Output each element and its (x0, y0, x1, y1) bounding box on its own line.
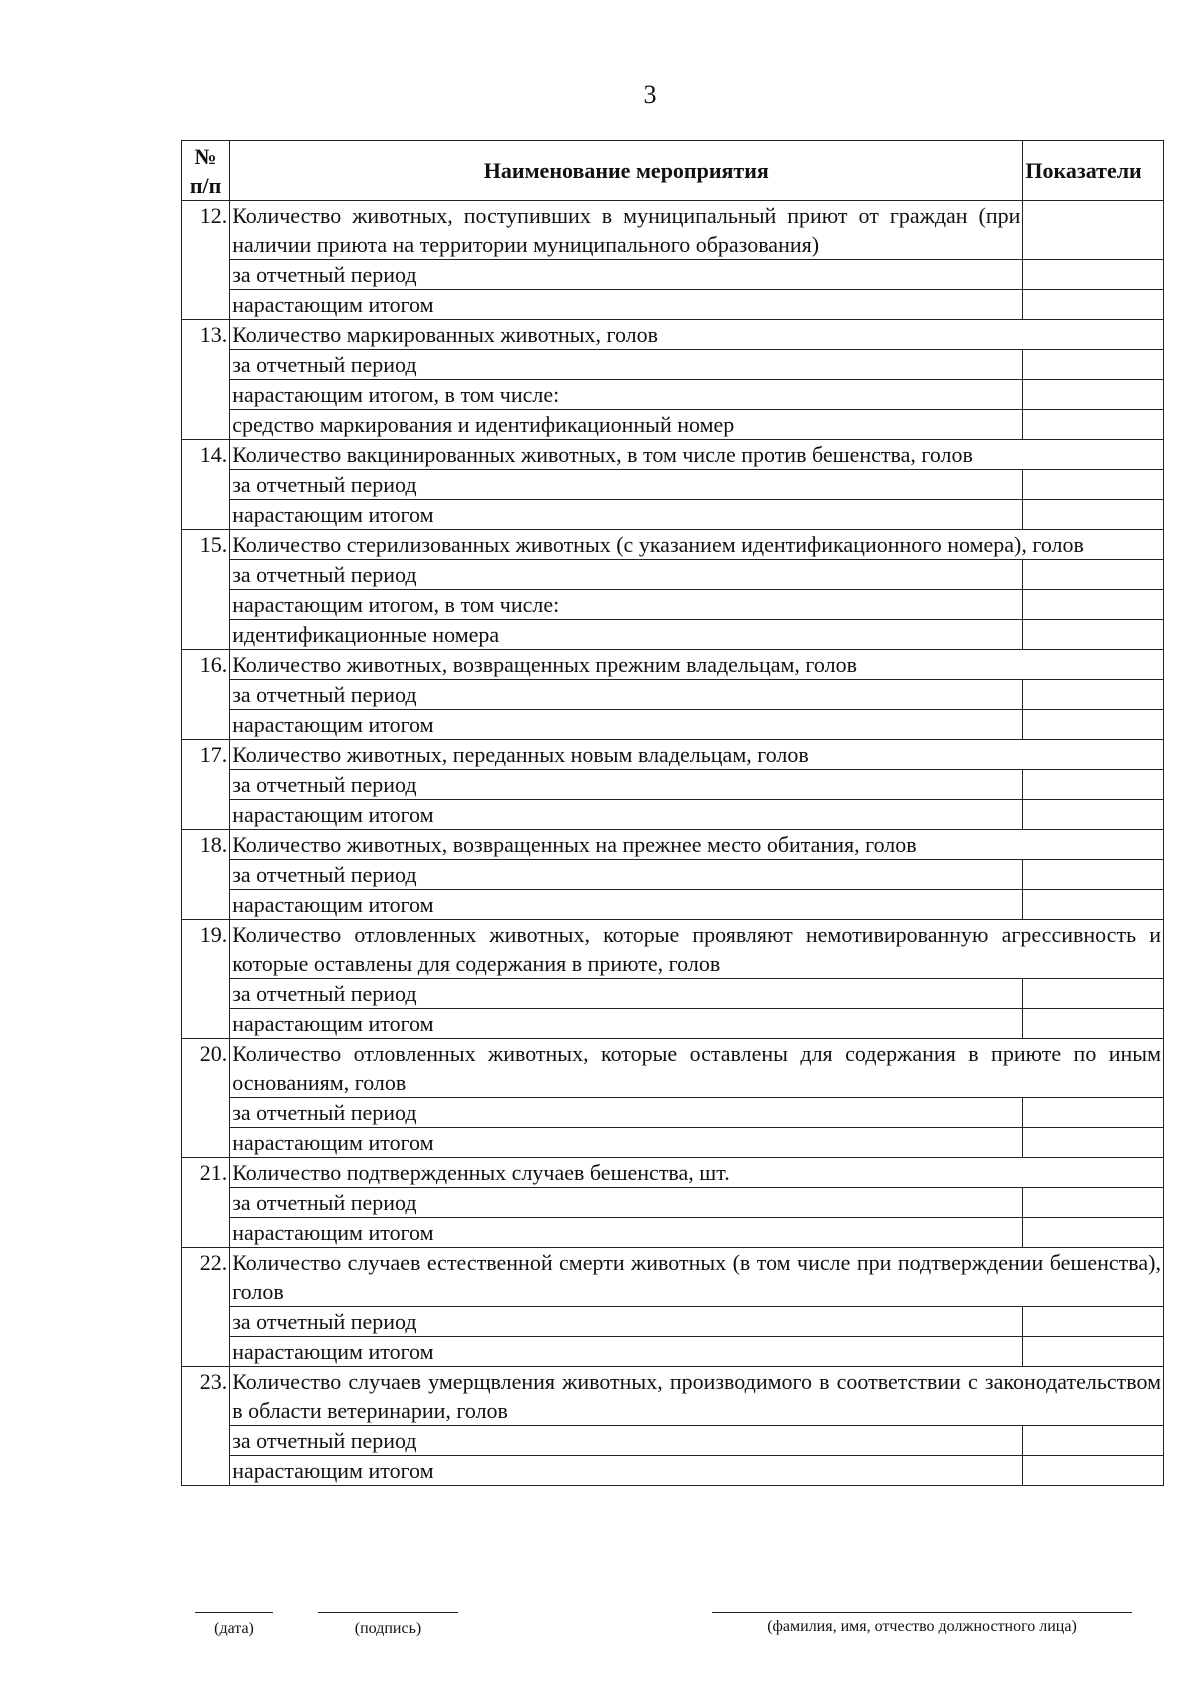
item-subrow (182, 620, 1164, 650)
item-subrow (182, 860, 1164, 890)
subrow-label: за отчетный период (230, 1426, 1023, 1456)
item-number: 12. (182, 201, 230, 320)
report-table (181, 140, 1164, 1486)
subrow-label: идентификационные номера (230, 620, 1023, 650)
item-title-row (182, 1367, 1164, 1426)
subrow-label: за отчетный период (230, 680, 1023, 710)
subrow-label: за отчетный период (230, 860, 1023, 890)
item-title: Количество вакцинированных животных, в том числе против бешенства, голов (230, 440, 1164, 470)
indicator-cell[interactable] (1023, 1188, 1164, 1218)
subrow-label: за отчетный период (230, 1307, 1023, 1337)
item-number: 15. (182, 530, 230, 650)
subrow-label: нарастающим итогом (230, 290, 1023, 320)
subrow-label: нарастающим итогом (230, 710, 1023, 740)
table-body (182, 201, 1164, 1486)
item-title-row (182, 650, 1164, 680)
item-title: Количество отловленных животных, которые оставлены для содержания в приюте по иным основаниям, голов (230, 1039, 1164, 1098)
item-title-row (182, 320, 1164, 350)
indicator-cell[interactable] (1023, 1426, 1164, 1456)
item-subrow (182, 1426, 1164, 1456)
item-title-row (182, 201, 1164, 260)
subrow-label: нарастающим итогом, в том числе: (230, 590, 1023, 620)
item-subrow (182, 590, 1164, 620)
indicator-cell[interactable] (1023, 1098, 1164, 1128)
item-title-row (182, 740, 1164, 770)
item-subrow (182, 560, 1164, 590)
item-title: Количество случаев умерщвления животных, производимого в соответствии с законодательством в области ветеринарии, голов (230, 1367, 1164, 1426)
indicator-cell[interactable] (1023, 590, 1164, 620)
page-number: 3 (643, 80, 657, 109)
item-subrow (182, 979, 1164, 1009)
full-name-caption: (фамилия, имя, отчество должностного лица) (767, 1618, 1077, 1635)
item-title: Количество стерилизованных животных (с указанием идентификационного номера), голов (230, 530, 1164, 560)
subrow-label: за отчетный период (230, 350, 1023, 380)
indicator-cell[interactable] (1023, 350, 1164, 380)
signature-line[interactable] (318, 1612, 458, 1613)
indicator-cell[interactable] (1023, 1218, 1164, 1248)
item-subrow (182, 770, 1164, 800)
item-subrow (182, 1098, 1164, 1128)
subrow-label: нарастающим итогом (230, 1456, 1023, 1486)
subrow-label: за отчетный период (230, 470, 1023, 500)
item-number: 16. (182, 650, 230, 740)
item-title: Количество случаев естественной смерти животных (в том числе при подтверждении бешенства), голов (230, 1248, 1164, 1307)
header-name: Наименование мероприятия (230, 141, 1023, 201)
indicator-cell[interactable] (1023, 1009, 1164, 1039)
indicator-cell[interactable] (1023, 770, 1164, 800)
item-number: 20. (182, 1039, 230, 1158)
item-title-row (182, 830, 1164, 860)
indicator-cell[interactable] (1023, 290, 1164, 320)
item-number: 21. (182, 1158, 230, 1248)
item-number: 22. (182, 1248, 230, 1367)
date-caption: (дата) (214, 1620, 254, 1637)
item-title: Количество животных, возвращенных на прежнее место обитания, голов (230, 830, 1164, 860)
item-number: 13. (182, 320, 230, 440)
indicator-cell[interactable] (1023, 860, 1164, 890)
indicator-cell[interactable] (1023, 410, 1164, 440)
item-subrow (182, 800, 1164, 830)
item-number: 23. (182, 1367, 230, 1486)
indicator-cell[interactable] (1023, 1128, 1164, 1158)
indicator-cell[interactable] (1023, 890, 1164, 920)
item-subrow (182, 1307, 1164, 1337)
subrow-label: нарастающим итогом (230, 1218, 1023, 1248)
item-subrow (182, 890, 1164, 920)
item-subrow (182, 680, 1164, 710)
header-value: Показатели (1023, 141, 1164, 201)
item-number: 19. (182, 920, 230, 1039)
indicator-cell[interactable] (1023, 1456, 1164, 1486)
subrow-label: за отчетный период (230, 1098, 1023, 1128)
item-title-row (182, 1248, 1164, 1307)
full-name-line[interactable] (712, 1612, 1132, 1613)
indicator-cell[interactable] (1023, 1337, 1164, 1367)
item-subrow (182, 410, 1164, 440)
item-title: Количество подтвержденных случаев бешенства, шт. (230, 1158, 1164, 1188)
subrow-label: нарастающим итогом (230, 500, 1023, 530)
item-subrow (182, 1218, 1164, 1248)
indicator-cell[interactable] (1023, 620, 1164, 650)
subrow-label: за отчетный период (230, 260, 1023, 290)
subrow-label: нарастающим итогом (230, 890, 1023, 920)
date-line[interactable] (195, 1612, 273, 1613)
item-subrow (182, 1456, 1164, 1486)
item-number: 18. (182, 830, 230, 920)
item-subrow (182, 380, 1164, 410)
subrow-label: за отчетный период (230, 770, 1023, 800)
subrow-label: средство маркирования и идентификационный номер (230, 410, 1023, 440)
subrow-label: нарастающим итогом (230, 1009, 1023, 1039)
item-subrow (182, 350, 1164, 380)
subrow-label: за отчетный период (230, 979, 1023, 1009)
indicator-cell[interactable] (1023, 260, 1164, 290)
subrow-label: нарастающим итогом (230, 1128, 1023, 1158)
item-subrow (182, 260, 1164, 290)
item-title: Количество животных, поступивших в муниципальный приют от граждан (при наличии приюта на территории муниципального образования) (230, 201, 1023, 260)
indicator-cell[interactable] (1023, 470, 1164, 500)
signature-area (0, 1612, 1200, 1672)
item-subrow (182, 290, 1164, 320)
subrow-label: за отчетный период (230, 1188, 1023, 1218)
indicator-cell[interactable] (1023, 680, 1164, 710)
item-subrow (182, 1188, 1164, 1218)
item-title-row (182, 1158, 1164, 1188)
indicator-cell[interactable] (1023, 201, 1164, 260)
subrow-label: нарастающим итогом (230, 1337, 1023, 1367)
item-subrow (182, 470, 1164, 500)
item-number: 14. (182, 440, 230, 530)
subrow-label: нарастающим итогом (230, 800, 1023, 830)
header-number: № п/п (182, 141, 230, 201)
item-title: Количество маркированных животных, голов (230, 320, 1164, 350)
indicator-cell[interactable] (1023, 710, 1164, 740)
item-subrow (182, 1337, 1164, 1367)
signature-caption: (подпись) (354, 1620, 422, 1637)
item-title: Количество отловленных животных, которые проявляют немотивированную агрессивность и которые оставлены для содержания в приюте, голов (230, 920, 1164, 979)
item-number: 17. (182, 740, 230, 830)
item-title-row (182, 530, 1164, 560)
item-subrow (182, 1009, 1164, 1039)
item-title-row (182, 1039, 1164, 1098)
subrow-label: за отчетный период (230, 560, 1023, 590)
table-header-row (182, 141, 1164, 201)
indicator-cell[interactable] (1023, 800, 1164, 830)
item-title: Количество животных, переданных новым владельцам, голов (230, 740, 1164, 770)
indicator-cell[interactable] (1023, 500, 1164, 530)
item-title-row (182, 920, 1164, 979)
item-subrow (182, 1128, 1164, 1158)
indicator-cell[interactable] (1023, 979, 1164, 1009)
item-title-row (182, 440, 1164, 470)
indicator-cell[interactable] (1023, 380, 1164, 410)
item-subrow (182, 710, 1164, 740)
indicator-cell[interactable] (1023, 560, 1164, 590)
item-subrow (182, 500, 1164, 530)
indicator-cell[interactable] (1023, 1307, 1164, 1337)
item-title: Количество животных, возвращенных прежним владельцам, голов (230, 650, 1164, 680)
subrow-label: нарастающим итогом, в том числе: (230, 380, 1023, 410)
